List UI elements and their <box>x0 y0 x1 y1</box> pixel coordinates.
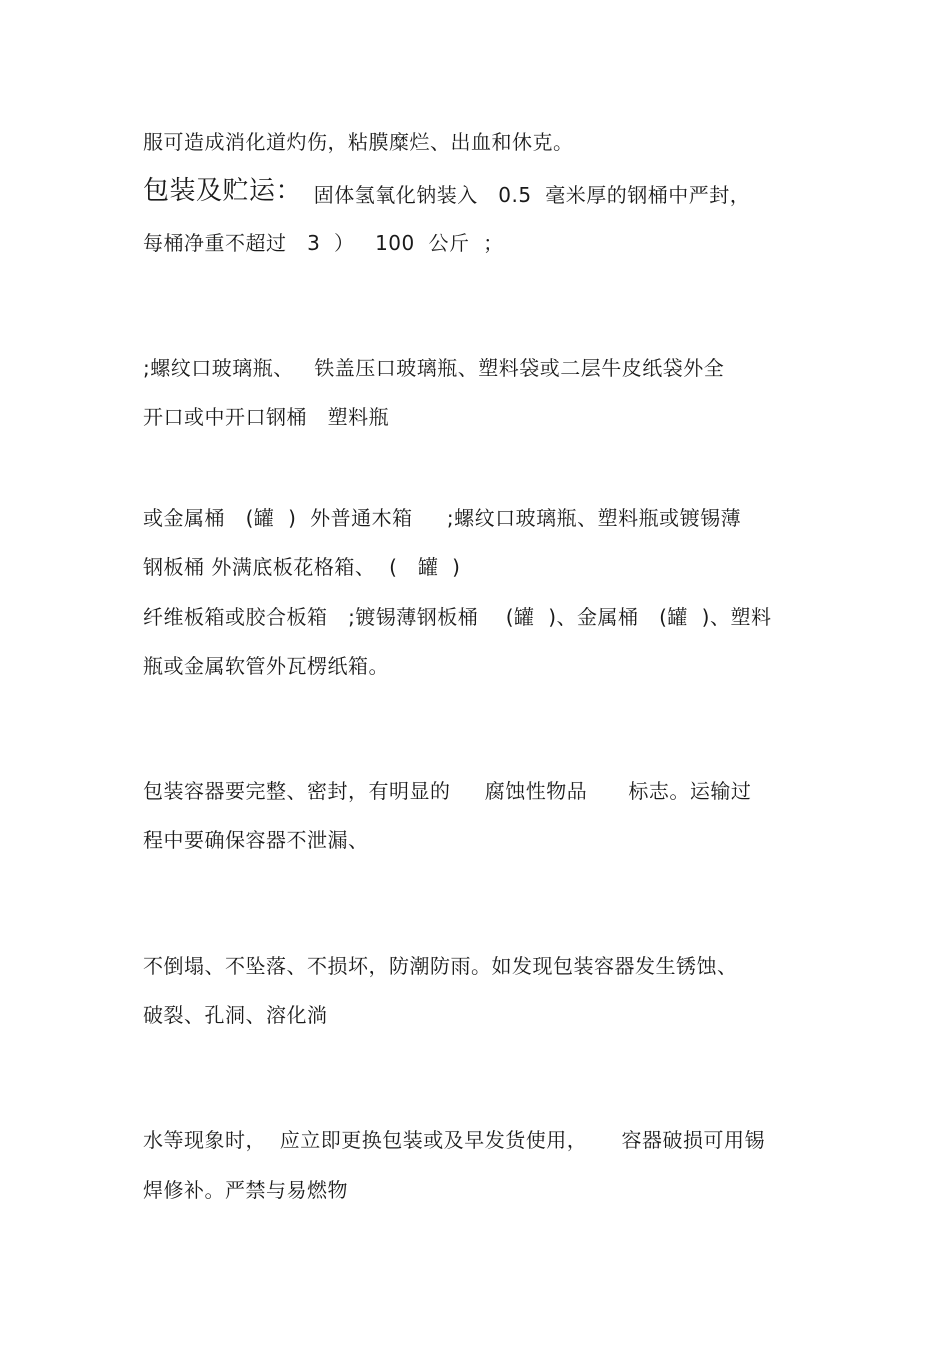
text-line: 钢板桶 外满底板花格箱、 ( 罐 ) <box>143 555 461 579</box>
text-line: 或金属桶 (罐 ) 外普通木箱 ;螺纹口玻璃瓶、塑料瓶或镀锡薄 <box>143 506 742 530</box>
text-line: 破裂、孔洞、溶化淌 <box>143 1003 328 1027</box>
text-line: 固体氢氧化钠装入 0.5 毫米厚的钢桶中严封， <box>300 183 751 207</box>
text-line: 不倒塌、不坠落、不损坏，防潮防雨。如发现包装容器发生锈蚀、 <box>143 954 738 978</box>
text-line: 服可造成消化道灼伤，粘膜糜烂、出血和休克。 <box>143 130 574 154</box>
text-line: 开口或中开口钢桶 塑料瓶 <box>143 405 390 429</box>
text-line: 瓶或金属软管外瓦楞纸箱。 <box>143 654 389 678</box>
text-line: 水等现象时， 应立即更换包装或及早发货使用， 容器破损可用锡 <box>143 1128 766 1152</box>
text-line: 每桶净重不超过 3 ） 100 公斤 ； <box>143 231 504 255</box>
text-line: 焊修补。严禁与易燃物 <box>143 1178 348 1202</box>
text-line: 程中要确保容器不泄漏、 <box>143 828 369 852</box>
text-line: 纤维板箱或胶合板箱 ;镀锡薄钢板桶 (罐 )、金属桶 (罐 )、塑料 <box>143 605 772 629</box>
section-heading: 包装及贮运： <box>143 176 303 206</box>
text-line: 包装容器要完整、密封，有明显的 腐蚀性物品 标志。运输过 <box>143 779 752 803</box>
text-line: ;螺纹口玻璃瓶、 铁盖压口玻璃瓶、塑料袋或二层牛皮纸袋外全 <box>143 356 725 380</box>
